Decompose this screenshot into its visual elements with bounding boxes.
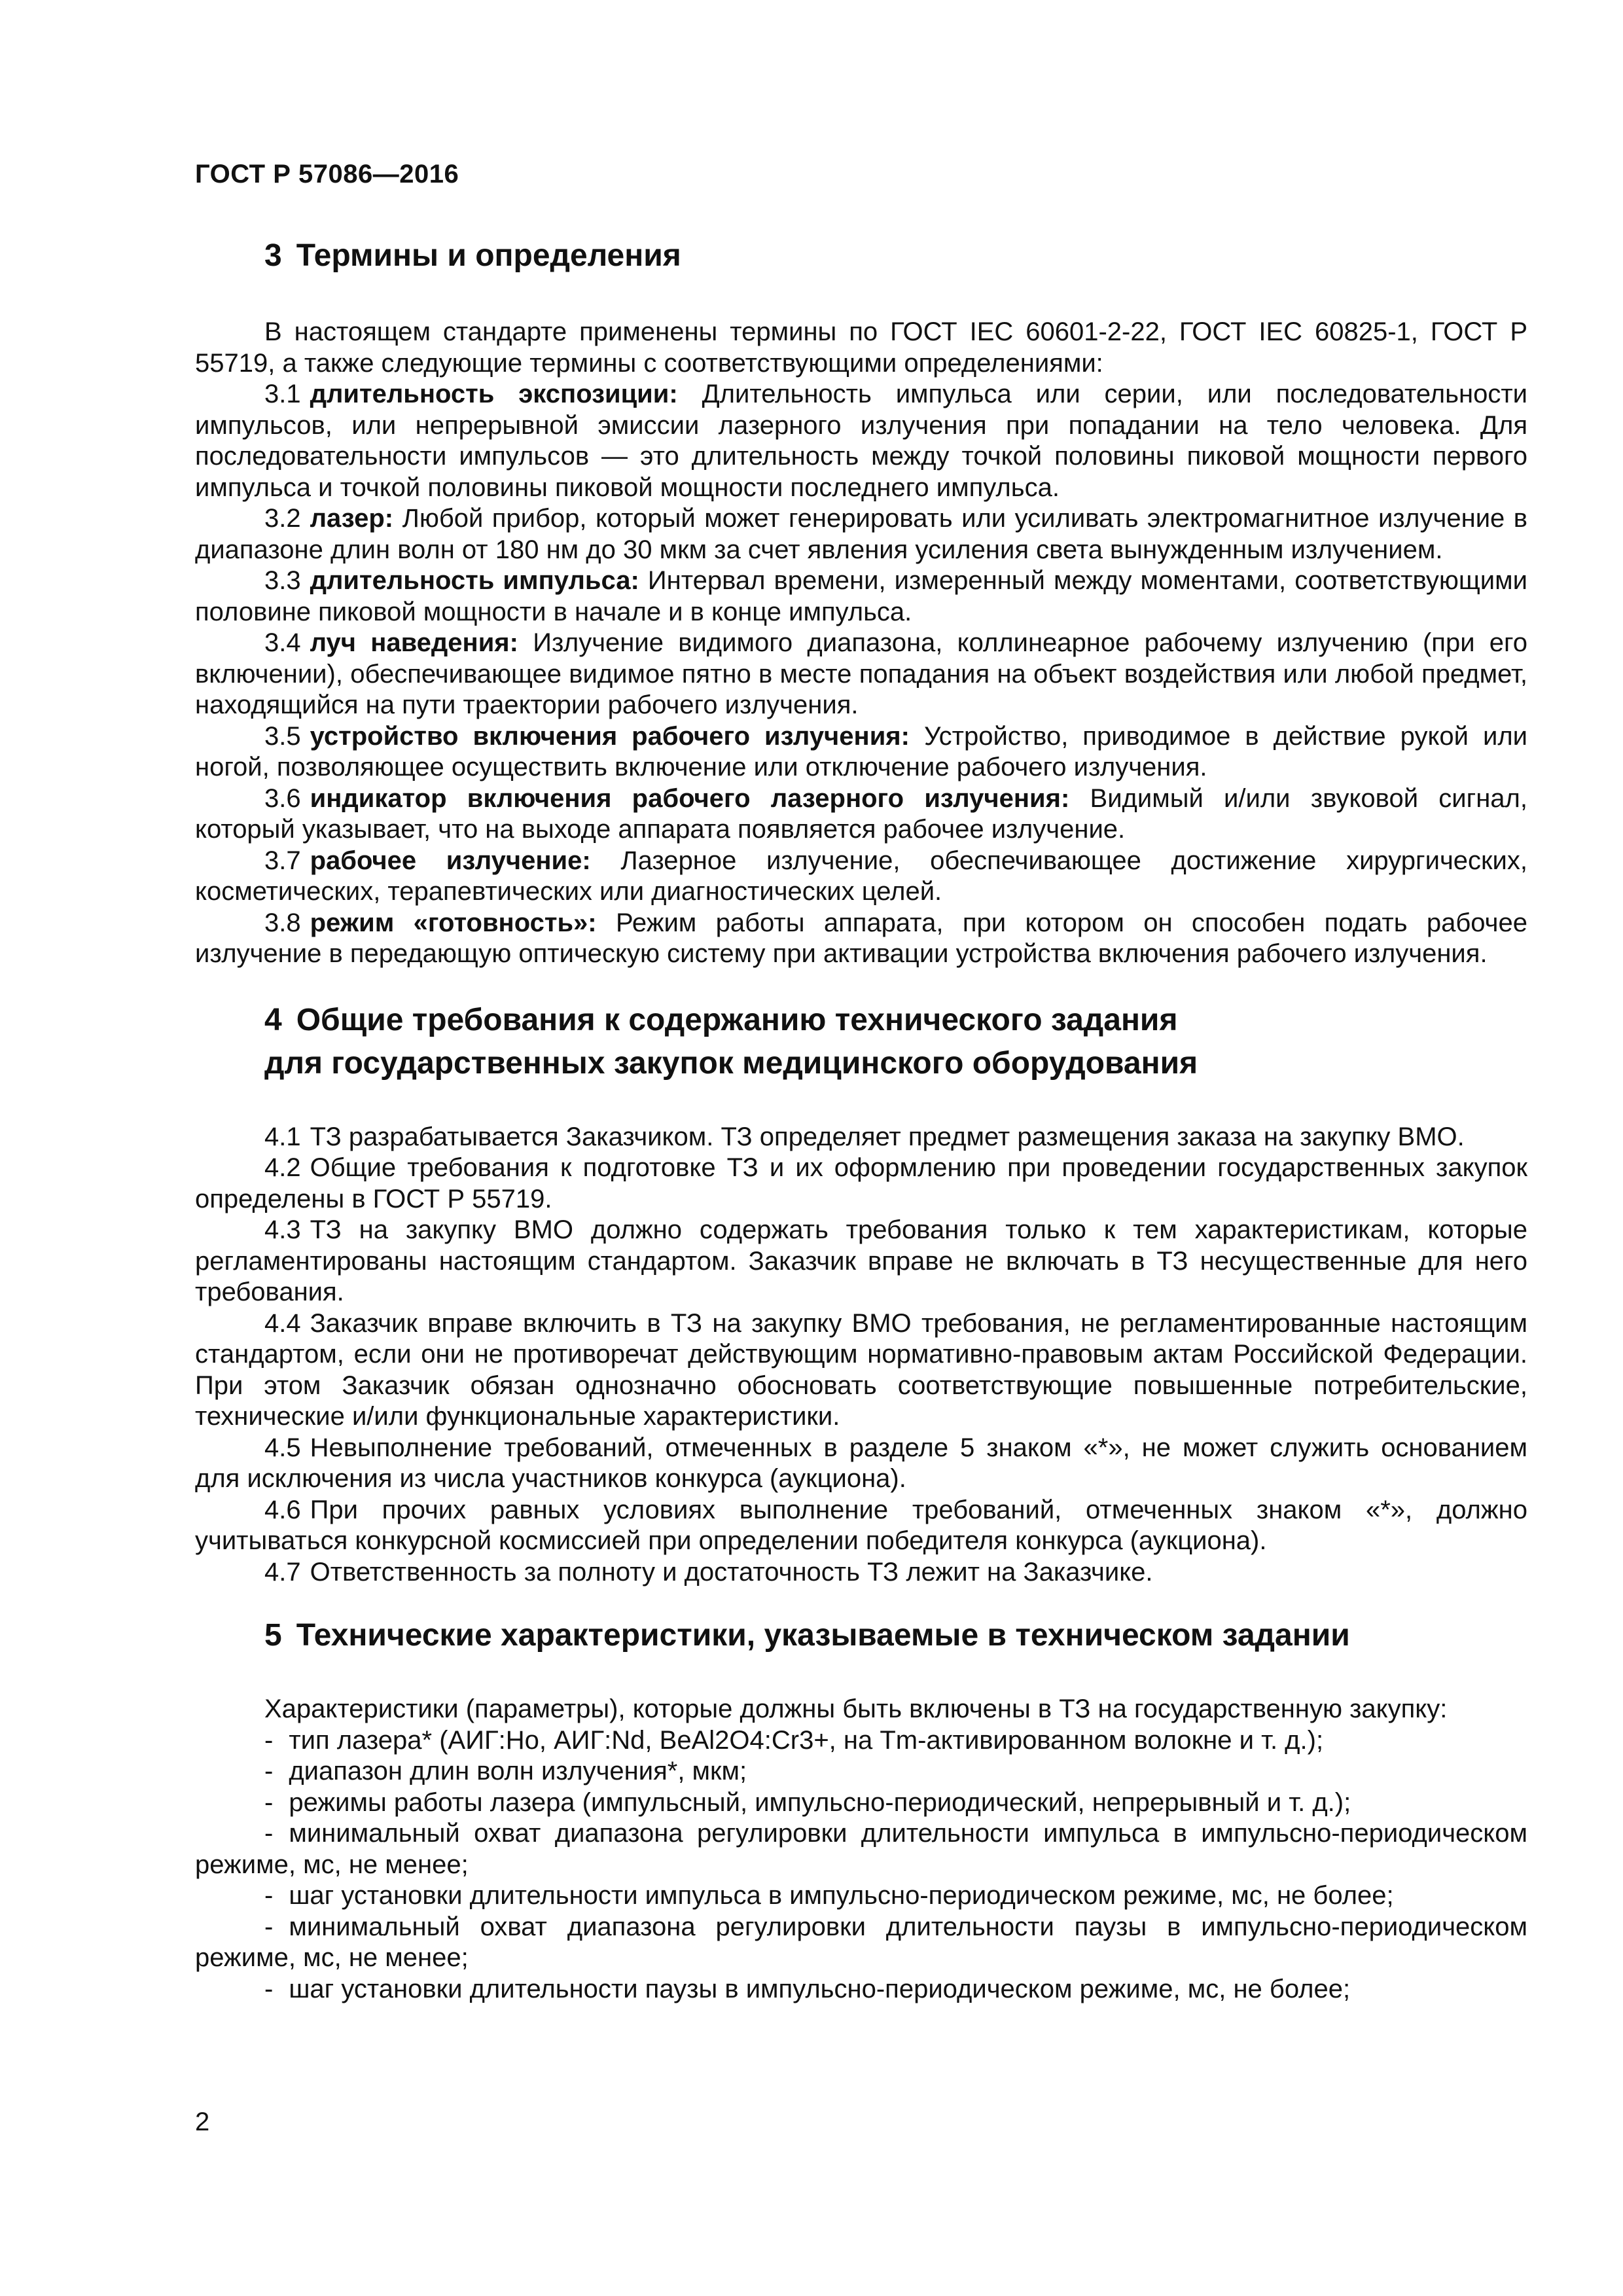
list-dash: - — [264, 1725, 274, 1755]
list-item-text: режимы работы лазера (импульсный, импульсно-периодический, непрерывный и т. д.); — [289, 1787, 1351, 1817]
section-number: 4 — [264, 1002, 282, 1037]
term-text: Устройство, приводимое в действие рукой или ногой, позволяющее осуществить включение или отключение рабочего излучения. — [195, 721, 1528, 781]
term-definition — [195, 503, 1527, 565]
term-text: Длительность импульса или серии, или последовательности импульсов, или непрерывной эмиссии лазерного излучения при попадании на тело человека. Для последовательности импульсов — это длительность между точкой половины пиковой мощности первого импульса и точкой половины пиковой мощности последнего импульса. — [195, 380, 1527, 502]
section-4-title — [264, 999, 1527, 1085]
term-definition — [195, 783, 1527, 846]
list-item-text: минимальный охват диапазона регулировки длительности импульса в импульсно-периодическом режиме, мс, не менее; — [195, 1819, 1527, 1879]
term-name: луч наведения: — [310, 628, 518, 657]
term-number: 3.4 — [264, 628, 301, 657]
term-name: устройство включения рабочего излучения: — [310, 721, 910, 751]
term-number: 3.6 — [264, 783, 301, 813]
term-number: 3.8 — [264, 908, 301, 937]
term-text: Любой прибор, который может генерировать или усиливать электромагнитное излучение в диапазоне длин волн от 180 нм до 30 мкм за счет явления усиления света вынужденным излучением. — [195, 504, 1527, 564]
list-dash: - — [264, 1757, 274, 1785]
term-number: 3.1 — [264, 380, 301, 408]
list-item-text: диапазон длин волн излучения*, мкм; — [289, 1757, 747, 1785]
term-definition — [195, 379, 1527, 503]
clause — [195, 1308, 1527, 1433]
term-name: индикатор включения рабочего лазерного излучения: — [310, 783, 1070, 813]
section-title-text: Термины и определения — [296, 238, 681, 273]
page-number: 2 — [195, 2108, 210, 2136]
term-number: 3.7 — [264, 846, 301, 875]
clause-number: 4.1 — [264, 1122, 301, 1151]
list-item — [195, 1974, 1527, 2005]
clause-text: Невыполнение требований, отмеченных в разделе 5 знаком «*», не может служить основанием для исключения из числа участников конкурса (аукциона). — [195, 1433, 1527, 1493]
list-item — [195, 1756, 1527, 1787]
section-3-title — [264, 234, 1527, 278]
section-5-intro: Характеристики (параметры), которые должны быть включены в ТЗ на государственную закупку: — [264, 1695, 1448, 1723]
term-name: длительность экспозиции: — [310, 380, 678, 408]
clause-text: При прочих равных условиях выполнение требований, отмеченных знаком «*», должно учитываться конкурсной космиссией при определении победителя конкурса (аукциона). — [195, 1495, 1527, 1555]
term-number: 3.2 — [264, 504, 301, 533]
section-3-intro: В настоящем стандарте применены термины по ГОСТ IEC 60601-2-22, ГОСТ IEC 60825-1, ГОСТ Р 55719, а также следующие термины с соответствующими определениями: — [195, 317, 1527, 378]
section-title-line-1 — [264, 999, 1527, 1042]
document-header: ГОСТ Р 57086—2016 — [195, 160, 459, 188]
section-number: 3 — [264, 238, 282, 273]
term-name: длительность импульса: — [310, 566, 639, 595]
list-item — [195, 1880, 1527, 1912]
clause-number: 4.4 — [264, 1308, 301, 1338]
clause-number: 4.2 — [264, 1153, 301, 1182]
term-definition — [195, 565, 1527, 628]
list-item — [195, 1725, 1527, 1757]
clause-number: 4.3 — [264, 1215, 301, 1244]
term-number: 3.3 — [264, 566, 301, 595]
list-dash: - — [264, 1974, 274, 2003]
term-definition — [195, 721, 1527, 783]
clause-number: 4.6 — [264, 1495, 301, 1524]
clause-number: 4.5 — [264, 1433, 301, 1462]
clause — [195, 1557, 1527, 1588]
clause-text: Общие требования к подготовке ТЗ и их оформлению при проведении государственных закупок определены в ГОСТ Р 55719. — [195, 1153, 1527, 1213]
list-item-text: шаг установки длительности паузы в импульсно-периодическом режиме, мс, не более; — [289, 1974, 1351, 2003]
list-item — [195, 1787, 1527, 1819]
clause — [195, 1122, 1527, 1153]
clause-text: ТЗ разрабатывается Заказчиком. ТЗ определяет предмет размещения заказа на закупку ВМО. — [310, 1122, 1465, 1151]
clause-text: Ответственность за полноту и достаточность ТЗ лежит на Заказчике. — [310, 1557, 1153, 1587]
term-name: лазер: — [310, 504, 394, 533]
list-item-text: минимальный охват диапазона регулировки длительности паузы в импульсно-периодическом режиме, мс, не менее; — [195, 1912, 1527, 1972]
section-number: 5 — [264, 1618, 282, 1653]
term-text: Лазерное излучение, обеспечивающее достижение хирургических, косметических, терапевтических или диагностических целей. — [195, 846, 1528, 906]
clause-text: ТЗ на закупку ВМО должно содержать требования только к тем характеристикам, которые регламентированы настоящим стандартом. Заказчик вправе не включать в ТЗ несущественные для него требования. — [195, 1215, 1527, 1306]
list-item — [195, 1818, 1527, 1880]
term-definition — [195, 846, 1527, 908]
clause — [195, 1215, 1527, 1308]
list-item — [195, 1912, 1527, 1974]
list-dash: - — [264, 1819, 274, 1848]
term-text: Режим работы аппарата, при котором он способен подать рабочее излучение в передающую оптическую систему при активации устройства включения рабочего излучения. — [195, 908, 1528, 968]
term-name: рабочее излучение: — [310, 846, 591, 875]
section-title-line-2: для государственных закупок медицинского оборудования — [264, 1045, 1198, 1081]
section-title-text: Общие требования к содержанию технического задания — [296, 1002, 1178, 1037]
page-content — [195, 216, 1527, 2005]
clause-number: 4.7 — [264, 1557, 301, 1587]
section-5-title — [264, 1614, 1527, 1657]
clause — [195, 1495, 1527, 1557]
term-text: Излучение видимого диапазона, коллинеарное рабочему излучению (при его включении), обеспечивающее видимое пятно в месте попадания на объект воздействия или любой предмет, находящийся на пути траектории рабочего излучения. — [195, 628, 1527, 719]
list-dash: - — [264, 1881, 274, 1910]
list-item-text: тип лазера* (АИГ:Но, АИГ:Nd, BeAl2O4:Cr3+, на Tm-активированном волокне и т. д.); — [289, 1725, 1324, 1755]
term-number: 3.5 — [264, 721, 301, 751]
clause — [195, 1153, 1527, 1215]
list-item-text: шаг установки длительности импульса в импульсно-периодическом режиме, мс, не более; — [289, 1881, 1394, 1910]
list-dash: - — [264, 1912, 274, 1941]
clause — [195, 1433, 1527, 1495]
term-definition — [195, 908, 1527, 970]
term-text: Интервал времени, измеренный между моментами, соответствующими половине пиковой мощности в начале и в конце импульса. — [195, 566, 1527, 626]
term-text: Видимый и/или звуковой сигнал, который указывает, что на выходе аппарата появляется рабочее излучение. — [195, 783, 1527, 844]
term-definition — [195, 628, 1527, 721]
term-name: режим «готовность»: — [310, 908, 597, 937]
section-title-text: Технические характеристики, указываемые в техническом задании — [296, 1618, 1350, 1653]
clause-text: Заказчик вправе включить в ТЗ на закупку ВМО требования, не регламентированные настоящим стандартом, если они не противоречат действующим нормативно-правовым актам Российской Федерации. При этом Заказчик обязан однозначно обосновать соответствующие повышенные потребительские, технические и/или функциональные характеристики. — [195, 1308, 1527, 1431]
list-dash: - — [264, 1787, 274, 1817]
